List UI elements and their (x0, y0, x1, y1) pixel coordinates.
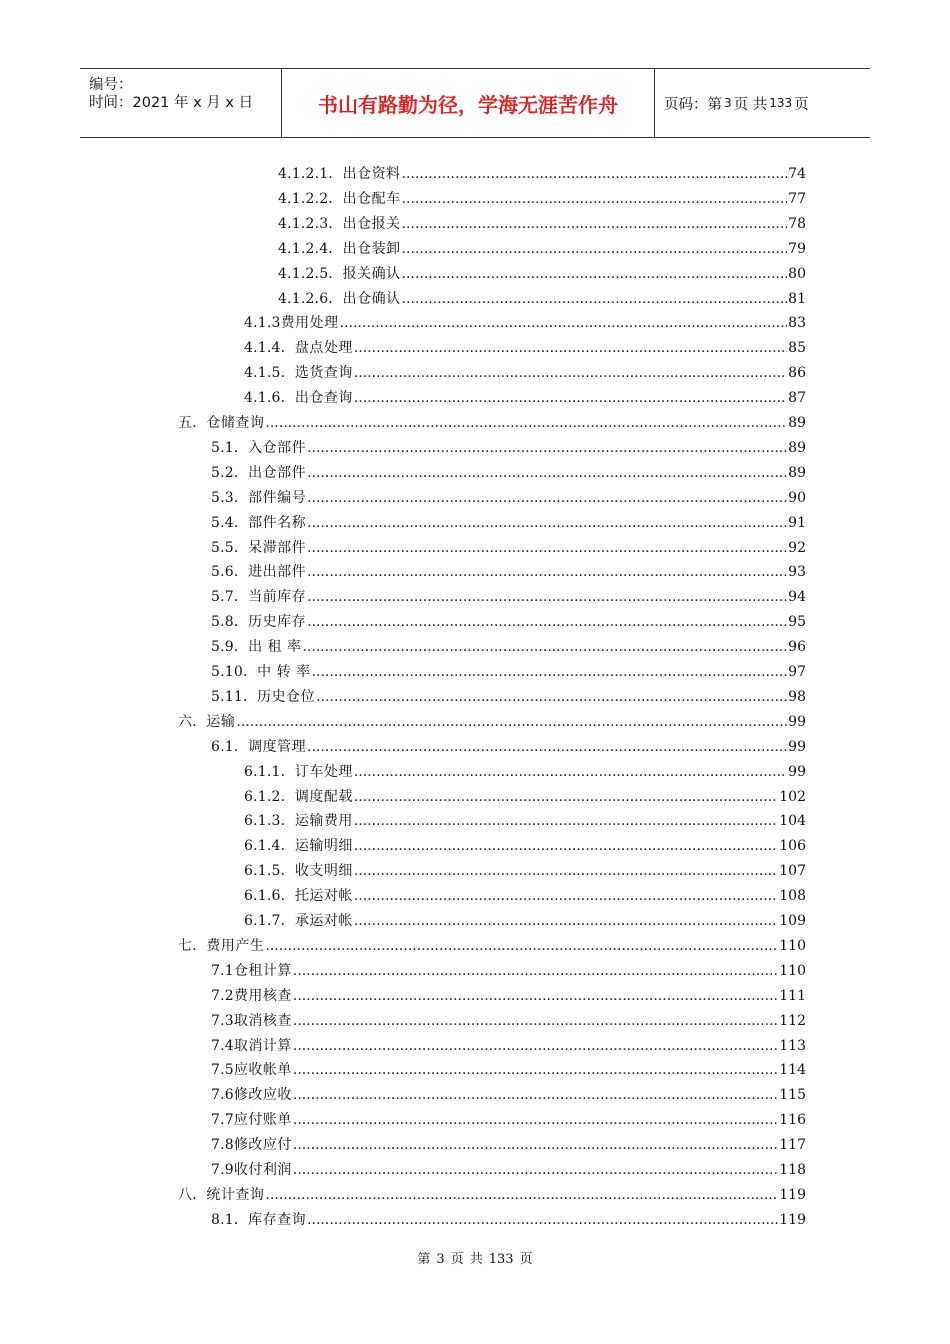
toc-dot-leader (293, 1088, 778, 1100)
toc-dot-leader (293, 1113, 778, 1125)
toc-entry-title: 托运对帐 (294, 888, 353, 905)
header-page-total: 133 (769, 96, 793, 110)
toc-entry[interactable] (244, 907, 806, 929)
toc-entry[interactable] (211, 1007, 806, 1029)
toc-dot-leader (265, 1188, 778, 1200)
toc-entry[interactable] (244, 807, 806, 829)
toc-entry-number: 7.2 (211, 987, 234, 1004)
toc-entry[interactable] (178, 708, 806, 730)
toc-entry-page: 104 (779, 813, 806, 830)
toc-entry-number: 五． (178, 415, 207, 431)
toc-dot-leader (307, 740, 787, 752)
toc-dot-leader (307, 590, 787, 602)
toc-entry-number: 7.1 (211, 962, 234, 979)
toc-dot-leader (293, 1014, 778, 1026)
header-number-label: 编号： (89, 77, 133, 93)
toc-dot-leader (354, 366, 787, 378)
toc-entry[interactable] (244, 359, 806, 381)
toc-dot-leader (402, 267, 788, 279)
toc-dot-leader (354, 839, 778, 851)
toc-entry[interactable] (178, 409, 806, 431)
toc-entry-title: 订车处理 (294, 763, 353, 780)
toc-entry-title: 出仓资料 (342, 166, 401, 182)
toc-entry-page: 106 (779, 838, 806, 855)
toc-entry-page: 102 (779, 788, 806, 805)
toc-entry-number: 7.7 (211, 1112, 234, 1129)
toc-entry-title: 仓储查询 (206, 415, 265, 431)
toc-entry-title: 出 租 率 (248, 639, 302, 656)
toc-entry-number: 4.1.3 (244, 315, 281, 332)
toc-entry-title: 运输费用 (294, 813, 353, 830)
toc-entry-number: 6.1.7． (244, 913, 295, 929)
toc-entry[interactable] (211, 1206, 806, 1228)
toc-entry[interactable] (211, 633, 806, 655)
toc-dot-leader (316, 690, 787, 702)
toc-entry-number: 七． (178, 937, 207, 954)
toc-entry-title: 仓租计算 (233, 962, 292, 979)
toc-entry-page: 119 (779, 1211, 806, 1228)
toc-dot-leader (312, 665, 788, 677)
toc-entry-page: 113 (779, 1037, 806, 1054)
toc-entry-page: 93 (788, 564, 806, 581)
toc-entry-title: 部件名称 (248, 514, 307, 531)
toc-dot-leader (293, 1039, 778, 1051)
toc-entry[interactable] (244, 758, 806, 780)
toc-entry-number: 8.1． (211, 1211, 249, 1228)
toc-entry-page: 85 (788, 340, 806, 357)
toc-entry-number: 4.1.2.4． (278, 240, 343, 257)
toc-dot-leader (307, 565, 787, 577)
toc-entry[interactable] (211, 658, 806, 680)
toc-entry-title: 当前库存 (248, 589, 307, 606)
toc-entry-page: 92 (788, 539, 806, 556)
toc-dot-leader (354, 914, 778, 926)
toc-entry-number: 4.1.2.6． (278, 290, 343, 307)
toc-entry-page: 87 (788, 390, 806, 407)
toc-entry-title: 取消计算 (233, 1037, 292, 1054)
footer-suffix: 页 (519, 1252, 533, 1267)
toc-entry-title: 收付利润 (233, 1162, 292, 1178)
toc-entry-page: 97 (788, 664, 806, 680)
toc-entry-number: 6.1.5． (244, 863, 295, 880)
toc-entry[interactable] (211, 1081, 806, 1103)
toc-entry-title: 出仓确认 (342, 290, 401, 307)
toc-entry-page: 91 (788, 514, 806, 531)
toc-entry-title: 费用产生 (206, 937, 265, 954)
footer-total: 133 (488, 1252, 514, 1267)
toc-entry-title: 报关确认 (342, 265, 401, 282)
toc-entry-number: 4.1.2.5． (278, 265, 343, 282)
toc-entry-page: 89 (788, 439, 806, 456)
toc-entry[interactable] (278, 185, 806, 207)
toc-entry-number: 4.1.2.3． (278, 215, 343, 232)
toc-entry[interactable] (211, 484, 806, 506)
toc-entry-number: 6.1.2． (244, 788, 295, 805)
toc-entry-number: 4.1.4． (244, 340, 295, 357)
toc-entry-page: 81 (788, 290, 806, 307)
toc-entry[interactable] (211, 957, 806, 979)
toc-entry-title: 应付账单 (233, 1112, 292, 1129)
toc-entry-number: 5.11． (211, 688, 258, 705)
toc-entry-title: 进出部件 (248, 564, 307, 581)
toc-entry-title: 出仓报关 (342, 215, 401, 232)
toc-dot-leader (293, 1163, 778, 1175)
toc-dot-leader (354, 889, 778, 901)
toc-entry-title: 出仓部件 (248, 464, 307, 481)
toc-entry-number: 5.9． (211, 639, 249, 656)
toc-entry-page: 78 (788, 215, 806, 232)
toc-entry-number: 4.1.5． (244, 365, 295, 382)
toc-entry-title: 出仓查询 (294, 390, 353, 407)
toc-dot-leader (354, 391, 787, 403)
toc-dot-leader (402, 242, 788, 254)
toc-entry-number: 六． (178, 713, 207, 730)
toc-entry-title: 统计查询 (206, 1186, 265, 1203)
toc-entry-page: 79 (788, 240, 806, 257)
toc-entry-number: 八． (178, 1186, 207, 1203)
toc-entry-number: 5.4． (211, 514, 249, 531)
toc-entry-number: 4.1.2.2． (278, 190, 343, 207)
toc-entry[interactable] (211, 509, 806, 531)
toc-dot-leader (354, 790, 778, 802)
toc-entry-page: 118 (779, 1162, 806, 1178)
toc-dot-leader (402, 192, 788, 204)
toc-entry-page: 89 (788, 415, 806, 431)
toc-entry[interactable] (211, 1032, 806, 1054)
footer-current: 3 (436, 1252, 445, 1267)
toc-entry-title: 呆滞部件 (248, 539, 307, 556)
toc-entry-number: 5.6． (211, 564, 249, 581)
toc-entry-title: 运输明细 (294, 838, 353, 855)
toc-entry-title: 出仓配车 (342, 190, 401, 207)
toc-entry-page: 83 (788, 315, 806, 332)
toc-dot-leader (307, 1213, 778, 1225)
page-footer (0, 1248, 950, 1267)
toc-dot-leader (307, 516, 787, 528)
toc-entry-number: 6.1.6． (244, 888, 295, 905)
toc-entry-number: 5.10． (211, 664, 258, 680)
toc-entry-page: 116 (779, 1112, 806, 1129)
toc-dot-leader (354, 341, 787, 353)
toc-dot-leader (402, 167, 788, 179)
toc-entry[interactable] (178, 932, 806, 954)
toc-entry[interactable] (211, 982, 806, 1004)
toc-entry-number: 5.7． (211, 589, 249, 606)
toc-entry-page: 99 (788, 763, 806, 780)
toc-entry-title: 库存查询 (248, 1211, 307, 1228)
header-time-label: 时间：2021 年 x 月 x 日 (89, 95, 254, 111)
toc-entry[interactable] (278, 285, 806, 307)
toc-entry[interactable] (278, 235, 806, 257)
toc-entry-number: 4.1.2.1． (278, 166, 343, 182)
toc-dot-leader (354, 814, 778, 826)
toc-dot-leader (293, 964, 778, 976)
toc-entry[interactable] (211, 459, 806, 481)
footer-mid1: 页 (450, 1252, 464, 1267)
toc-dot-leader (307, 615, 787, 627)
toc-entry-page: 96 (788, 639, 806, 656)
toc-entry-page: 90 (788, 489, 806, 506)
toc-entry[interactable] (211, 683, 806, 705)
toc-entry[interactable] (211, 1106, 806, 1128)
toc-dot-leader (402, 292, 788, 304)
toc-entry[interactable] (211, 534, 806, 556)
toc-entry[interactable] (178, 1181, 806, 1203)
toc-entry-title: 入仓部件 (248, 439, 307, 456)
header-page-prefix: 页码：第 (664, 96, 722, 113)
toc-entry[interactable] (211, 608, 806, 630)
toc-entry-page: 95 (788, 614, 806, 631)
toc-entry-page: 109 (779, 913, 806, 929)
toc-entry-page: 117 (779, 1137, 806, 1154)
toc-entry-page: 107 (779, 863, 806, 880)
toc-entry-title: 历史仓位 (257, 688, 316, 705)
toc-entry-number: 7.9 (211, 1162, 234, 1178)
toc-entry[interactable] (278, 260, 806, 282)
header-motto: 书山有路勤为径，学海无涯苦作舟 (282, 69, 655, 137)
toc-entry-number: 7.3 (211, 1012, 234, 1029)
toc-entry[interactable] (244, 882, 806, 904)
toc-entry-page: 77 (788, 190, 806, 207)
toc-entry-title: 收支明细 (294, 863, 353, 880)
toc-entry-title: 费用核查 (233, 987, 292, 1004)
toc-dot-leader (265, 939, 778, 951)
toc-entry-page: 114 (779, 1062, 806, 1079)
toc-entry-title: 运输 (206, 713, 236, 730)
toc-dot-leader (340, 316, 788, 328)
header-page-mid: 页 共 (733, 96, 768, 113)
toc-entry[interactable] (211, 583, 806, 605)
footer-mid2: 共 (469, 1252, 483, 1267)
footer-prefix: 第 (417, 1252, 431, 1267)
toc-entry[interactable] (244, 857, 806, 879)
toc-entry-title: 调度管理 (248, 738, 307, 755)
toc-entry[interactable] (211, 558, 806, 580)
toc-entry-number: 7.6 (211, 1087, 234, 1104)
toc-dot-leader (307, 541, 787, 553)
toc-entry-page: 94 (788, 589, 806, 606)
toc-entry[interactable] (244, 384, 806, 406)
toc-dot-leader (307, 466, 787, 478)
toc-entry-number: 5.2． (211, 464, 249, 481)
toc-entry[interactable] (244, 783, 806, 805)
toc-entry-number: 5.8． (211, 614, 249, 631)
toc-dot-leader (302, 640, 787, 652)
header-page-suffix: 页 (794, 96, 809, 113)
toc-entry-title: 中 转 率 (257, 664, 311, 680)
toc-entry-page: 80 (788, 265, 806, 282)
toc-entry-page: 89 (788, 464, 806, 481)
toc-entry-page: 112 (779, 1012, 806, 1029)
toc-entry-number: 7.5 (211, 1062, 234, 1079)
toc-entry-page: 108 (779, 888, 806, 905)
toc-entry-number: 5.5． (211, 539, 249, 556)
toc-entry[interactable] (278, 160, 806, 182)
toc-entry-title: 修改应付 (233, 1137, 292, 1154)
toc-dot-leader (236, 715, 787, 727)
toc-entry[interactable] (244, 832, 806, 854)
toc-entry-number: 7.4 (211, 1037, 234, 1054)
toc-entry[interactable] (211, 1131, 806, 1153)
toc-entry-number: 6.1.1． (244, 763, 295, 780)
toc-entry-page: 98 (788, 688, 806, 705)
toc-dot-leader (307, 441, 787, 453)
toc-entry[interactable] (211, 1056, 806, 1078)
toc-entry-title: 调度配载 (294, 788, 353, 805)
toc-entry-page: 99 (788, 713, 806, 730)
toc-dot-leader (354, 765, 787, 777)
toc-entry-number: 4.1.6． (244, 390, 295, 407)
toc-entry-page: 110 (779, 937, 806, 954)
toc-entry[interactable] (244, 334, 806, 356)
toc-entry-title: 盘点处理 (294, 340, 353, 357)
toc-entry-page: 99 (788, 738, 806, 755)
toc-entry-number: 6.1． (211, 738, 249, 755)
toc-entry[interactable] (244, 309, 806, 331)
toc-entry-number: 7.8 (211, 1137, 234, 1154)
toc-entry-page: 119 (779, 1186, 806, 1203)
toc-dot-leader (402, 217, 788, 229)
header-page-current: 3 (724, 96, 732, 110)
toc-entry-page: 86 (788, 365, 806, 382)
toc-entry-page: 74 (788, 166, 806, 182)
toc-entry-page: 110 (779, 962, 806, 979)
toc-entry-number: 6.1.4． (244, 838, 295, 855)
toc-entry-page: 115 (779, 1087, 806, 1104)
toc-entry-number: 6.1.3． (244, 813, 295, 830)
toc-entry-title: 取消核查 (233, 1012, 292, 1029)
toc-entry-title: 历史库存 (248, 614, 307, 631)
toc-dot-leader (307, 491, 787, 503)
toc-dot-leader (293, 1063, 778, 1075)
toc-entry-number: 5.3． (211, 489, 249, 506)
toc-entry[interactable] (211, 434, 806, 456)
toc-entry[interactable] (278, 210, 806, 232)
toc-entry-title: 部件编号 (248, 489, 307, 506)
toc-dot-leader (354, 864, 778, 876)
toc-entry-title: 应收帐单 (233, 1062, 292, 1079)
toc-entry[interactable] (211, 1156, 806, 1178)
toc-entry-title: 选货查询 (294, 365, 353, 382)
toc-entry-title: 出仓装卸 (342, 240, 401, 257)
toc-entry-page: 111 (779, 987, 806, 1004)
toc-entry-title: 费用处理 (280, 315, 339, 332)
toc-entry-number: 5.1． (211, 439, 249, 456)
toc-entry-title: 修改应收 (233, 1087, 292, 1104)
toc-dot-leader (293, 989, 778, 1001)
toc-entry[interactable] (211, 733, 806, 755)
toc-dot-leader (293, 1138, 778, 1150)
toc-entry-title: 承运对帐 (294, 913, 353, 929)
toc-dot-leader (265, 416, 787, 428)
